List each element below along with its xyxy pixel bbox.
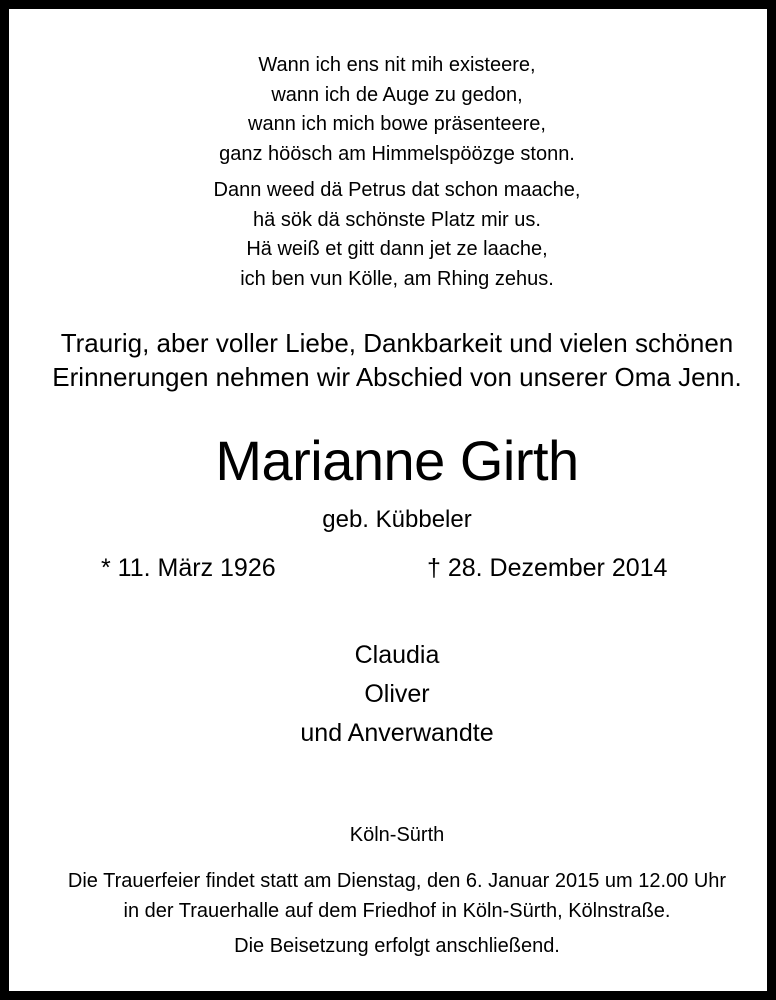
- intro-line: Erinnerungen nehmen wir Abschied von unserer Oma Jenn.: [52, 362, 742, 392]
- poem-line: Hä weiß et gitt dann jet ze laache,: [246, 238, 548, 260]
- death-date: † 28. Dezember 2014: [427, 554, 668, 582]
- service-line: Die Beisetzung erfolgt anschließend.: [234, 935, 560, 957]
- poem-line: ich ben vun Kölle, am Rhing zehus.: [240, 267, 554, 290]
- poem-line: wann ich mich bowe präsenteere,: [248, 113, 546, 135]
- service-line: in der Trauerhalle auf dem Friedhof in Köln-Sürth, Kölnstraße.: [123, 900, 671, 922]
- poem-line: Dann weed dä Petrus dat schon maache,: [213, 179, 581, 201]
- birth-date: * 11. März 1926: [101, 554, 276, 582]
- mourner-name: Oliver: [364, 680, 430, 708]
- birth-name: geb. Kübbeler: [322, 506, 472, 533]
- mourners-list: [9, 636, 776, 753]
- deceased-name: Marianne Girth: [215, 429, 579, 492]
- poem-stanza-1: [9, 51, 776, 169]
- poem-line: ganz höösch am Himmelspöözge stonn.: [219, 142, 575, 165]
- place: Köln-Sürth: [349, 824, 445, 846]
- service-info: [9, 866, 776, 961]
- service-line: Die Trauerfeier findet statt am Dienstag, den 6. Januar 2015 um 12.00 Uhr: [67, 870, 727, 892]
- intro-line: Traurig, aber voller Liebe, Dankbarkeit und vielen schönen: [60, 328, 734, 358]
- poem-line: Wann ich ens nit mih existeere,: [258, 54, 536, 76]
- poem-line: wann ich de Auge zu gedon,: [271, 83, 523, 106]
- poem-stanza-2: [9, 176, 776, 294]
- mourner-name: und Anverwandte: [300, 719, 494, 747]
- mourner-name: Claudia: [354, 641, 440, 669]
- intro-text: [9, 326, 776, 394]
- poem-line: hä sök dä schönste Platz mir us.: [253, 208, 541, 231]
